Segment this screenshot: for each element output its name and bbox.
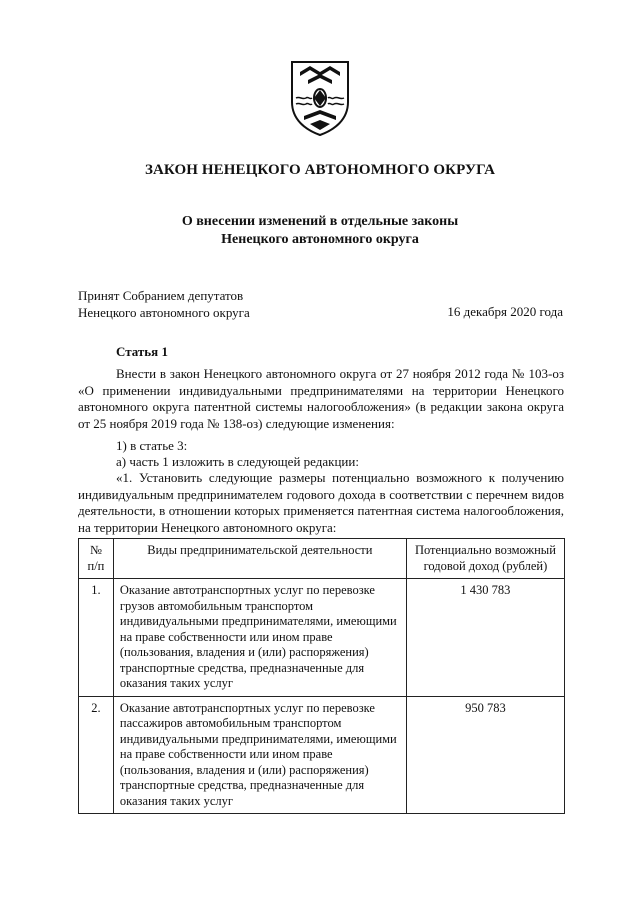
paragraph-new-text: «1. Установить следующие размеры потенциально возможного к получению индивидуальным предпринимателем годового дохода в соответствии с перечнем видов деятельности, в отношении которых применяется патентная система налогообложения, на территории Ненецкого автономного округа: [78, 470, 564, 535]
paragraph-subitem-a: а) часть 1 изложить в следующей редакции: [116, 454, 359, 469]
row-income: 1 430 783 [406, 579, 564, 697]
law-title: ЗАКОН НЕНЕЦКОГО АВТОНОМНОГО ОКРУГА [144, 162, 496, 178]
table-row [79, 579, 565, 697]
adoption-line-1: Принят Собранием депутатов [78, 288, 244, 303]
paragraph-item-1: 1) в статье 3: [116, 438, 188, 453]
row-number: 2. [79, 696, 114, 814]
subtitle-line-1: О внесении изменений в отдельные законы [181, 214, 459, 229]
row-activity: Оказание автотранспортных услуг по перевозке грузов автомобильным транспортом индивидуальными предпринимателями, имеющими на праве собственности или ином праве (пользования, владения и (или) распоряжения) транспортные средства, предназначенные для оказания таких услуг [113, 579, 406, 697]
adoption-line-2: Ненецкого автономного округа [78, 305, 250, 320]
article-heading: Статья 1 [116, 344, 168, 359]
row-number: 1. [79, 579, 114, 697]
adoption-date: 16 декабря 2020 года [447, 304, 563, 319]
header-activity: Виды предпринимательской деятельности [113, 539, 406, 579]
table-row [79, 696, 565, 814]
row-income: 950 783 [406, 696, 564, 814]
income-table [78, 538, 565, 814]
adoption-info [78, 287, 250, 321]
law-subtitle [0, 213, 640, 249]
header-number: № п/п [79, 539, 114, 579]
header-income: Потенциально возможный годовой доход (рублей) [406, 539, 564, 579]
nenets-coat-of-arms-icon [288, 58, 352, 138]
subtitle-line-2: Ненецкого автономного округа [221, 232, 419, 247]
table-header-row [79, 539, 565, 579]
paragraph-amendment-intro: Внести в закон Ненецкого автономного округа от 27 ноября 2012 года № 103-оз «О применении индивидуальными предпринимателями на территории Ненецкого автономного округа патентной системы налогообложения» (в редакции закона округа от 25 ноября 2019 года № 138-оз) следующие изменения: [78, 366, 564, 431]
row-activity: Оказание автотранспортных услуг по перевозке пассажиров автомобильным транспортом индивидуальными предпринимателями, имеющими на праве собственности или ином праве (пользования, владения и (или) распоряжения) транспортные средства, предназначенные для оказания таких услуг [113, 696, 406, 814]
